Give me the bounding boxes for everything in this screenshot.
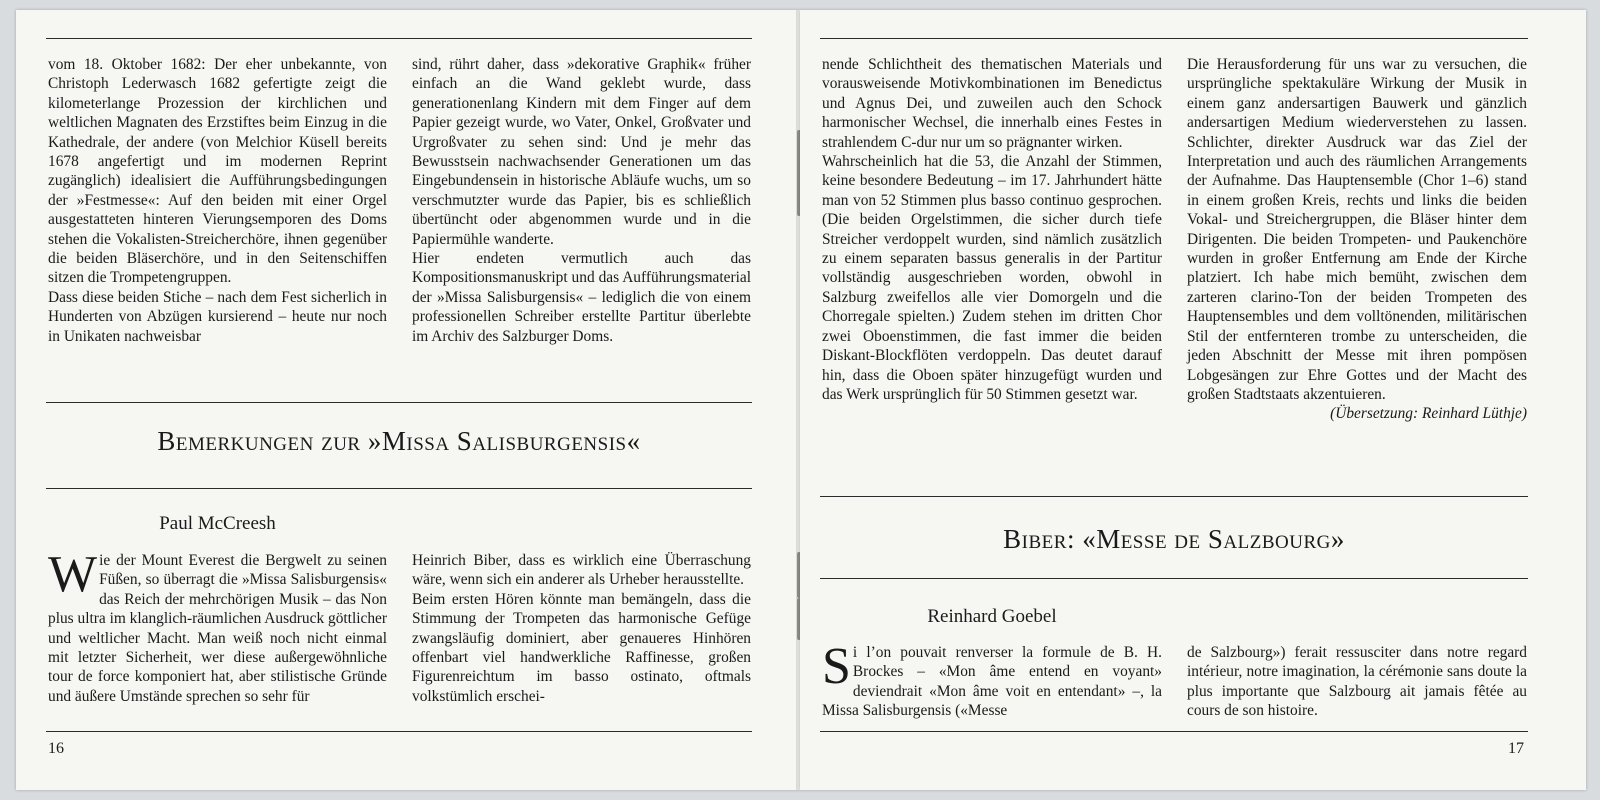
section-rule-left-top bbox=[46, 402, 752, 403]
author-right: Reinhard Goebel bbox=[927, 606, 1057, 627]
section-rule-right-top bbox=[820, 496, 1528, 497]
page-number-right: 17 bbox=[1508, 740, 1524, 757]
right-top-column-1: nende Schlichtheit des thematischen Materials und vorausweisende Motivkombinationen im Benedictus und Agnus Dei, und zuweilen auch den Schock harmonischer Wechsel, die innerhalb eines Festes in strahlendem C-dur nur um so prägnanter wirken. Wahrscheinlich hat die 53, die Anzahl der Stimmen, keine besondere Bedeutung – im 17. Jahrhundert hätte man von 52 Stimmen plus basso continuo gesprochen. (Die beiden Orgelstimmen, die sicher durch tiefe Streicher verdoppelt wurden, sind nämlich zusätzlich zu einem separaten bassus generalis in der Partitur vollständig ausgeschrieben worden, obwohl in Salzburg zweifellos alle vier Domorgeln und die Chorregale spielten.) Zudem stehen im dritten Chor zwei Oboenstimmen, die fast immer die beiden Diskant-Blockflöten verdoppeln. Das deutet darauf hin, dass die Oboen später hinzugefügt wurden und das Werk ursprünglich für 50 Stimmen gesetzt war. bbox=[822, 56, 1162, 403]
drop-cap-right: S bbox=[822, 638, 851, 695]
top-rule-right bbox=[820, 38, 1528, 39]
right-top-column-2: Die Herausforderung für uns war zu versuchen, die ursprüngliche spektakuläre Wirkung der Musik in einem ganz andersartigen Bauwerk und gänzlich andersartigen Medium wiederverstehen zu lassen. Schlichter, direkter Ausdruck war das Ziel der Interpretation und auch des räumlichen Arrangements der Aufnahme. Das Hauptensemble (Chor 1–6) stand in einem großen Kreis, rechts und links die beiden Vokal- und Streichergruppen, die Bläser hinter dem Dirigenten. Die beiden Trompeten- und Paukenchöre wurden in großer Entfernung am Ende der Kirche platziert. Ich habe mich bemüht, zwischen dem zarteren clarino-Ton der beiden Trompeten des Hauptensembles und dem volltönenden, militärischen Stil der entfernteren trombe zu unterscheiden, die jeden Abschnitt der Messe mit ihren pompösen Lobgesängen zur Ehre Gottes und der Macht des großen Stadtstaats akzentuieren. (Übersetzung: Reinhard Lüthje) bbox=[1187, 56, 1527, 423]
footer-rule-right bbox=[820, 731, 1528, 732]
right-bottom-column-2: de Salzbourg») ferait ressusciter dans notre regard intérieur, notre imagination, la cérémonie sans doute la plus importante que Salzbourg ait jamais fêtée au cours de son histoire. bbox=[1187, 644, 1527, 720]
section-heading-left: Bemerkungen zur »Missa Salisburgensis« bbox=[157, 426, 641, 456]
left-bottom-column-2: Heinrich Biber, dass es wirklich eine Überraschung wäre, wenn sich ein anderer als Urheber herausstellte. Beim ersten Hören könnte man bemängeln, dass die Stimmung der Trompeten das harmonische Gefüge zwangsläufig dominiert, aber genaueres Hinhören offenbart viel handwerkliche Raffinesse, großen Figurenreichtum im basso ostinato, oftmals volkstümlich erschei- bbox=[412, 552, 751, 705]
author-left: Paul McCreesh bbox=[159, 513, 276, 534]
top-rule-left bbox=[46, 38, 752, 39]
section-rule-right-bottom bbox=[820, 578, 1528, 579]
left-top-column-1: vom 18. Oktober 1682: Der eher unbekannte, von Christoph Lederwasch 1682 gefertigte zeigt die kilometerlange Prozession der kirchlichen und weltlichen Magnaten des Erzstiftes beim Einzug in die Kathedrale, der andere (von Melchior Küsell bereits 1678 angefertigt und im modernen Reprint zugänglich) idealisiert die Aufführungsbedingungen der »Festmesse«: Auf den beiden mit einer Orgel ausgestatteten hinteren Vierungsemporen des Doms stehen die Vokalisten-Streicherchöre, ihnen gegenüber die beiden Bläserchöre, und in den Seitenschiffen sitzen die Trompetengruppen. Dass diese beiden Stiche – nach dem Fest sicherlich in Hunderten von Abzügen kursierend – heute nur noch in Unikaten nachweisbar bbox=[48, 56, 387, 345]
page-number-left: 16 bbox=[48, 740, 64, 757]
footer-rule-left bbox=[46, 731, 752, 732]
translation-credit: (Übersetzung: Reinhard Lüthje) bbox=[1330, 405, 1527, 423]
left-top-column-2: sind, rührt daher, dass »dekorative Graphik« früher einfach an die Wand geklebt wurde, dass generationenlang Kindern mit dem Finger auf dem Papier gezeigt wurde, wo Vater, Onkel, Großvater und Urgroßvater zu sehen sind: Und je mehr das Bewusstsein nachwachsender Generationen um das Eingebundensein in historische Abläufe wuchs, um so verschmutzter wurde das Papier, bis es schließlich übertüncht oder abgenommen wurde und in die Papiermühle wanderte. Hier endeten vermutlich auch das Kompositionsmanuskript und das Aufführungsmaterial der »Missa Salisburgensis« – lediglich die von einem professionellen Schreiber erstellte Partitur überlebte im Archiv des Salzburger Doms. bbox=[412, 56, 751, 345]
right-bottom-column-1: S i l’on pouvait renverser la formule de B. H. Brockes – «Mon âme entend en voyant» deviendrait «Mon âme voit en entendant» –, la Missa Salisburgensis («Messe bbox=[822, 638, 1162, 720]
section-heading-right: Biber: «Messe de Salzbourg» bbox=[1003, 524, 1345, 554]
left-bottom-column-1: W ie der Mount Everest die Bergwelt zu seinen Füßen, so überragt die »Missa Salisburgensis« das Reich der mehrchörigen Musik – das Non plus ultra im klanglich-räumlichen Ausdruck göttlicher und weltlicher Macht. Man weiß noch nicht einmal mit letzter Sicherheit, wer diese außergewöhnliche tour de force komponiert hat, aber stilistische Gründe und äußere Umstände sprechen so sehr für bbox=[48, 546, 387, 705]
section-rule-left-bottom bbox=[46, 488, 752, 489]
drop-cap-left: W bbox=[48, 546, 98, 603]
